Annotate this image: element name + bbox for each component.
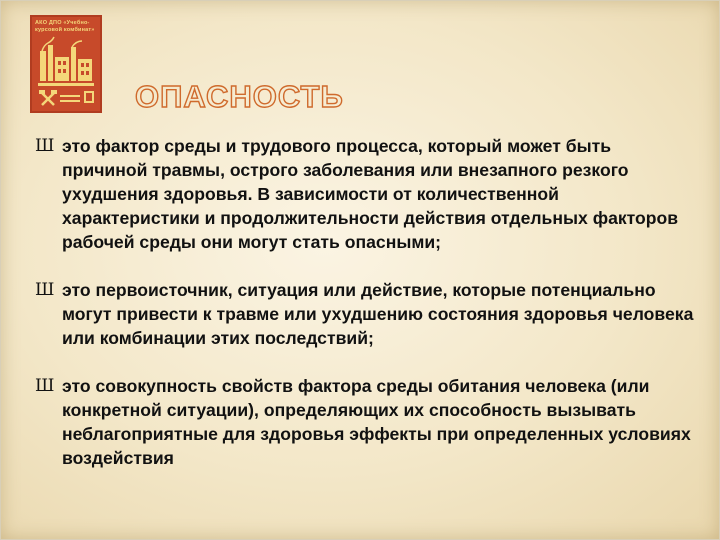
logo-caption: АКО ДПО «Учебно- курсовой комбинат» xyxy=(35,20,95,33)
bullet-marker: Ш xyxy=(35,376,55,396)
slide-title: ОПАСНОСТЬ xyxy=(135,79,344,114)
bullet-marker: Ш xyxy=(35,136,55,156)
list-item-text: это фактор среды и трудового процесса, который может быть причиной травмы, острого заболевания или внезапного резкого ухудшения здоровья. В зависимости от количественной характеристики и продолжительности действия отдельных факторов рабочей среды они могут стать опасными; xyxy=(62,136,679,252)
company-logo xyxy=(30,15,102,113)
list-item xyxy=(35,278,695,350)
list-item-text: это совокупность свойств фактора среды обитания человека (или конкретной ситуации), определяющих их способность вызывать неблагоприятные для здоровья эффекты при определенных условиях воздействия xyxy=(62,376,691,468)
list-item-text: это первоисточник, ситуация или действие, которые потенциально могут привести к травме или ухудшению состояния здоровья человека или комбинации этих последствий; xyxy=(62,280,694,348)
list-item xyxy=(35,374,695,470)
list-item xyxy=(35,134,695,254)
plant-emblem-icon xyxy=(32,17,100,111)
bullet-marker: Ш xyxy=(35,280,55,300)
definition-list xyxy=(35,134,695,470)
